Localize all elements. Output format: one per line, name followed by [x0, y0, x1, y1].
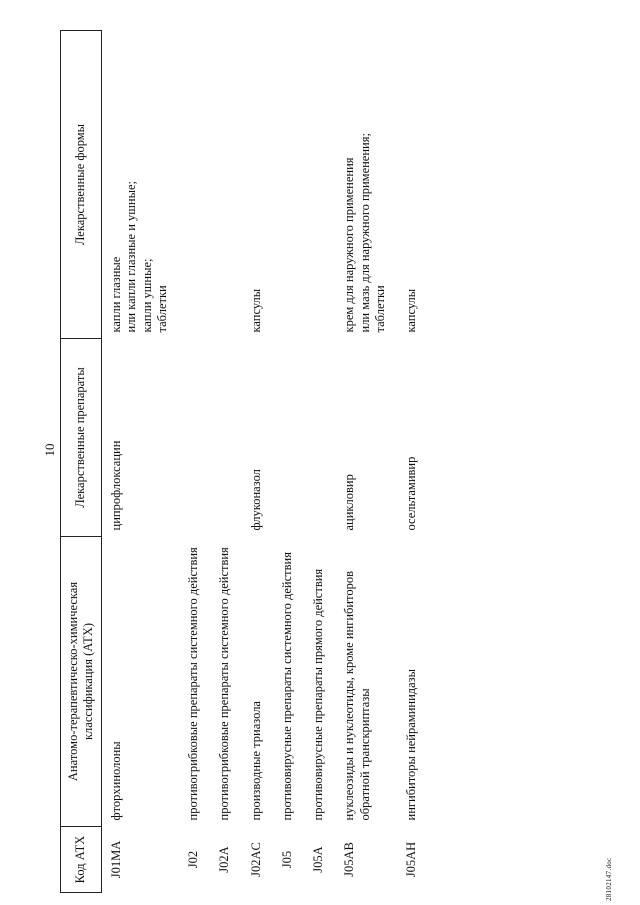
- dosage-form-line: или мазь для наружного применения;: [357, 133, 372, 333]
- dosage-forms: [179, 31, 210, 339]
- table-row: [397, 31, 428, 893]
- drug-name: ацикловир: [342, 474, 357, 531]
- table-row: [179, 31, 210, 893]
- dosage-forms: [210, 31, 241, 339]
- dosage-forms: [304, 31, 335, 339]
- header-drugs: Лекарственные препараты: [61, 339, 102, 537]
- atc-code: J05AH: [404, 841, 418, 878]
- header-classification: Анатомо-терапевтическо-химическая классификация (АТХ): [61, 537, 102, 827]
- dosage-form-line: капсулы: [248, 288, 263, 333]
- document-file-code: 28102147.doc: [605, 857, 613, 901]
- dosage-form-line: крем для наружного применения: [342, 157, 357, 333]
- atc-code: J05A: [311, 846, 325, 873]
- atc-drug-table: [60, 30, 428, 893]
- drug-name: [179, 339, 210, 537]
- atc-code: J01MA: [109, 840, 123, 879]
- atc-code: J02A: [217, 846, 232, 873]
- dosage-form-line: капсулы: [404, 288, 418, 333]
- dosage-forms: [102, 31, 180, 339]
- atc-classification: противогрибковые препараты системного действия: [217, 547, 232, 821]
- dosage-form-line: капли ушные;: [139, 258, 154, 333]
- table-row: [242, 31, 273, 893]
- atc-classification: противовирусные препараты системного действия: [279, 552, 294, 821]
- table-row: [210, 31, 241, 893]
- table-row: [304, 31, 335, 893]
- dosage-forms: [273, 31, 304, 339]
- drug-name: ципрофлоксацин: [109, 440, 123, 531]
- atc-classification: ингибиторы нейраминидазы: [404, 668, 418, 821]
- table-row: [102, 31, 180, 893]
- atc-classification: фторхинолоны: [109, 741, 123, 821]
- drug-name: [273, 339, 304, 537]
- atc-code: J05: [279, 850, 294, 869]
- dosage-form-line: таблетки: [154, 285, 169, 333]
- dosage-form-line: капли глазные: [109, 256, 123, 333]
- atc-code: J02AC: [248, 842, 263, 877]
- drug-name: флуконазол: [248, 469, 263, 531]
- dosage-forms: [242, 31, 273, 339]
- header-forms: Лекарственные формы: [61, 31, 102, 339]
- atc-code: J02: [186, 850, 200, 869]
- drug-name: осельтамивир: [404, 456, 418, 531]
- atc-code: J05AB: [342, 842, 357, 877]
- dosage-forms: [335, 31, 397, 339]
- drug-name: [210, 339, 241, 537]
- table-header-row: [61, 31, 102, 893]
- table-row: [335, 31, 397, 893]
- atc-classification: производные триазола: [248, 701, 263, 821]
- atc-classification: нуклеозиды и нуклеотиды, кроме ингибиторов обратной транскриптазы: [342, 570, 372, 821]
- page-number: 10: [42, 443, 57, 457]
- table-row: [273, 31, 304, 893]
- dosage-form-line: или капли глазные и ушные;: [124, 180, 139, 333]
- atc-classification: противогрибковые препараты системного действия: [186, 547, 200, 821]
- dosage-form-line: таблетки: [372, 285, 387, 333]
- header-code: Код АТХ: [61, 827, 102, 893]
- dosage-forms: [397, 31, 428, 339]
- atc-classification: противовирусные препараты прямого действия: [311, 568, 325, 821]
- drug-name: [304, 339, 335, 537]
